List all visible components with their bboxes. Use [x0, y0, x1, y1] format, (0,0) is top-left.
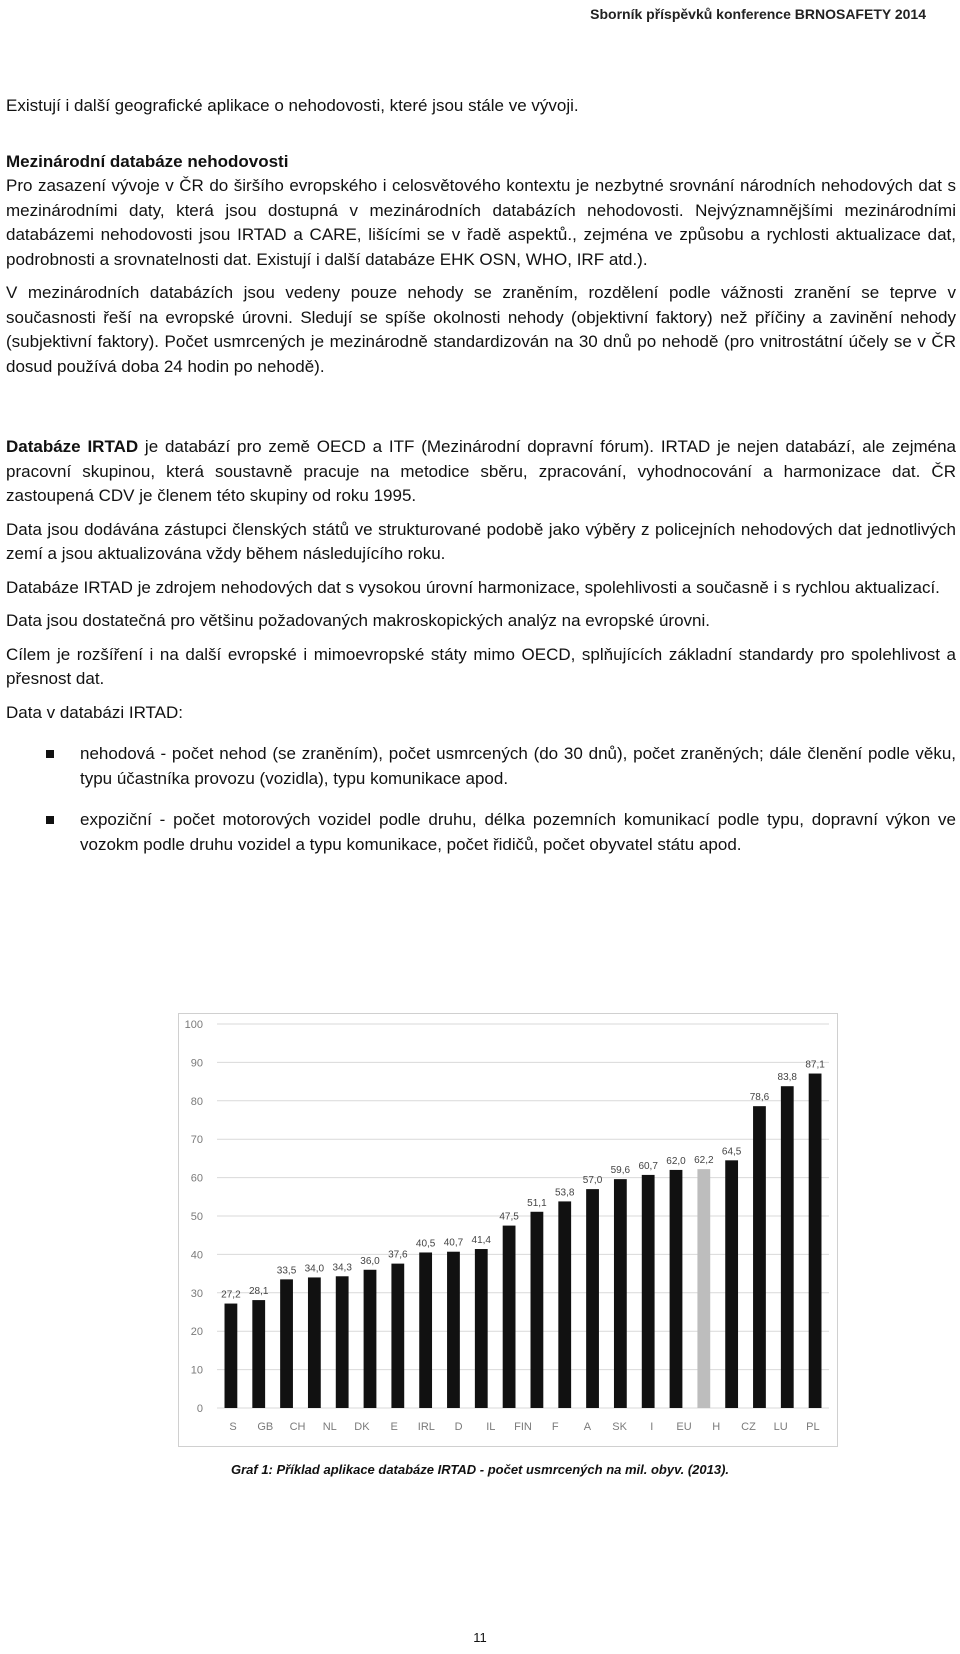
data-label: 62,0 — [666, 1155, 686, 1167]
data-label: 87,1 — [805, 1059, 825, 1071]
y-tick-label: 100 — [184, 1019, 203, 1031]
y-tick-label: 90 — [190, 1057, 203, 1070]
x-tick-label: E — [390, 1421, 398, 1433]
bar — [558, 1201, 571, 1408]
data-label: 53,8 — [554, 1187, 575, 1199]
bar — [725, 1160, 738, 1408]
x-tick-label: PL — [806, 1421, 820, 1433]
y-tick-label: 0 — [196, 1403, 203, 1415]
bar — [391, 1264, 404, 1408]
data-label: 33,5 — [276, 1265, 297, 1277]
paragraph: Cílem je rozšíření i na další evropské i mimoevropské státy mimo OECD, splňujících základní standardy pro spolehlivost a přesnost dat. — [6, 644, 956, 688]
y-tick-label: 40 — [190, 1249, 203, 1262]
data-label: 37,6 — [388, 1249, 408, 1261]
paragraph: Databáze IRTAD je zdrojem nehodových dat s vysokou úrovní harmonizace, spolehlivosti a současně i s rychlou aktualizací. — [6, 577, 940, 597]
paragraph: V mezinárodních databázích jsou vedeny pouze nehody se zraněním, rozdělení podle vážnosti zranění se teprve v současnosti řeší na evropské úrovni. Sledují se spíše okolnosti nehody (objektivní faktory) než příčiny a zavinění nehody (subjektivní faktory). Počet usmrcených je mezinárodně standardizován na 30 dnů po nehodě (pro vnitrostátní účely se v ČR dosud používá doba 24 hodin po nehodě). — [6, 283, 956, 376]
bar — [781, 1086, 794, 1408]
bar — [280, 1279, 293, 1408]
fatalities-bar-chart — [178, 1013, 838, 1447]
document-body — [6, 94, 956, 874]
x-tick-label: CZ — [741, 1421, 756, 1433]
bar — [503, 1226, 516, 1408]
x-tick-label: NL — [322, 1421, 337, 1433]
irtad-paragraph: Databáze IRTAD je databází pro země OECD a ITF (Mezinárodní dopravní fórum). IRTAD je nejen databází, ale zejména pracovní skupinou, která soustavně pracuje na metodice sběru, zpracování, vyhodnocování a harmonizace dat. ČR zastoupená CDV je členem této skupiny od roku 1995. — [6, 437, 956, 505]
section-heading: Mezinárodní databáze nehodovosti — [6, 151, 289, 171]
data-label: 83,8 — [777, 1072, 798, 1084]
x-tick-label: I — [650, 1421, 654, 1433]
x-tick-label: EU — [676, 1421, 692, 1433]
list-item: expoziční - počet motorových vozidel podle druhu, délka pozemních komunikací podle typu, dopravní výkon ve vozokm podle druhu vozidel a typu komunikace, počet řidičů, počet obyvatel státu apod. — [6, 808, 956, 857]
y-tick-label: 30 — [190, 1287, 203, 1300]
data-label: 59,6 — [610, 1165, 631, 1177]
bar — [642, 1175, 655, 1408]
bar — [670, 1170, 683, 1408]
x-tick-label: LU — [773, 1421, 788, 1433]
bar — [475, 1249, 488, 1408]
y-tick-label: 80 — [190, 1095, 203, 1108]
data-label: 60,7 — [638, 1160, 658, 1172]
bar — [697, 1169, 710, 1408]
y-tick-label: 20 — [190, 1326, 203, 1339]
x-tick-label: IRL — [417, 1421, 435, 1433]
x-tick-label: GB — [257, 1421, 274, 1433]
figure-caption: Graf 1: Příklad aplikace databáze IRTAD - počet usmrcených na mil. obyv. (2013). — [230, 1462, 730, 1477]
y-tick-label: 50 — [190, 1211, 203, 1223]
data-label: 40,7 — [443, 1237, 464, 1249]
bar — [308, 1277, 321, 1408]
data-label: 40,5 — [415, 1238, 436, 1250]
paragraph: Data jsou dostatečná pro většinu požadovaných makroskopických analýz na evropské úrovni. — [6, 611, 710, 630]
data-label: 57,0 — [582, 1175, 603, 1187]
y-tick-label: 60 — [190, 1172, 203, 1185]
intro-paragraph: Existují i další geografické aplikace o nehodovosti, které jsou stále ve vývoji. — [6, 96, 579, 115]
x-tick-label: H — [712, 1421, 721, 1433]
irtad-term: Databáze IRTAD — [6, 437, 139, 456]
x-tick-label: A — [583, 1421, 592, 1433]
x-tick-label: F — [551, 1421, 559, 1433]
data-label: 64,5 — [721, 1146, 742, 1158]
bullet-icon — [46, 816, 54, 824]
data-label: 36,0 — [360, 1255, 380, 1267]
x-tick-label: CH — [289, 1421, 306, 1433]
bar — [586, 1189, 599, 1408]
bar — [753, 1106, 766, 1408]
data-label: 27,2 — [221, 1289, 241, 1301]
bar — [252, 1300, 265, 1408]
data-label: 34,0 — [304, 1263, 325, 1275]
x-tick-label: S — [229, 1421, 237, 1433]
y-tick-label: 10 — [190, 1364, 203, 1377]
page-number: 11 — [473, 1630, 487, 1645]
data-label: 34,3 — [332, 1262, 352, 1274]
y-tick-label: 70 — [190, 1134, 203, 1147]
bar — [809, 1074, 822, 1408]
data-label: 51,1 — [527, 1197, 547, 1209]
x-tick-label: SK — [612, 1421, 627, 1433]
bar — [364, 1270, 377, 1408]
chart-svg — [179, 1014, 837, 1446]
data-label: 78,6 — [749, 1092, 770, 1104]
bar — [531, 1212, 544, 1408]
data-label: 62,2 — [694, 1155, 714, 1167]
list-item: nehodová - počet nehod (se zraněním), počet usmrcených (do 30 dnů), počet zraněných; dále členění podle věku, typu účastníka provozu (vozidla), typu komunikace apod. — [6, 742, 956, 791]
bar — [419, 1252, 432, 1408]
bar — [336, 1276, 349, 1408]
paragraph: Pro zasazení vývoje v ČR do širšího evropského i celosvětového kontextu je nezbytné srovnání národních nehodových dat s mezinárodními daty, která jsou dostupná v mezinárodních databázích nehodovosti. Nejvýznamnějšími mezinárodními databázemi nehodovosti jsou IRTAD a CARE, lišícími se v řadě aspektů., zejména ve způsobu a rychlosti aktualizace dat, podrobnosti a srovnatelnosti dat. Existují i další databáze EHK OSN, WHO, IRF atd.). — [6, 176, 956, 269]
bullet-icon — [46, 750, 54, 758]
bar — [225, 1304, 238, 1408]
data-label: 28,1 — [248, 1286, 269, 1298]
bar — [447, 1252, 460, 1408]
x-tick-label: D — [454, 1421, 463, 1433]
data-label: 47,5 — [499, 1211, 519, 1223]
bar — [614, 1179, 627, 1408]
x-tick-label: DK — [354, 1421, 370, 1433]
paragraph: Data v databázi IRTAD: — [6, 702, 184, 722]
x-tick-label: FIN — [514, 1421, 532, 1433]
x-tick-label: IL — [486, 1421, 496, 1433]
data-label: 41,4 — [471, 1235, 492, 1247]
paragraph: Data jsou dodávána zástupci členských států ve strukturované podobě jako výběry z policejních nehodových dat jednotlivých zemí a jsou aktualizována vždy během následujícího roku. — [6, 519, 956, 563]
conference-header: Sborník příspěvků konference BRNOSAFETY 2014 — [590, 6, 926, 22]
